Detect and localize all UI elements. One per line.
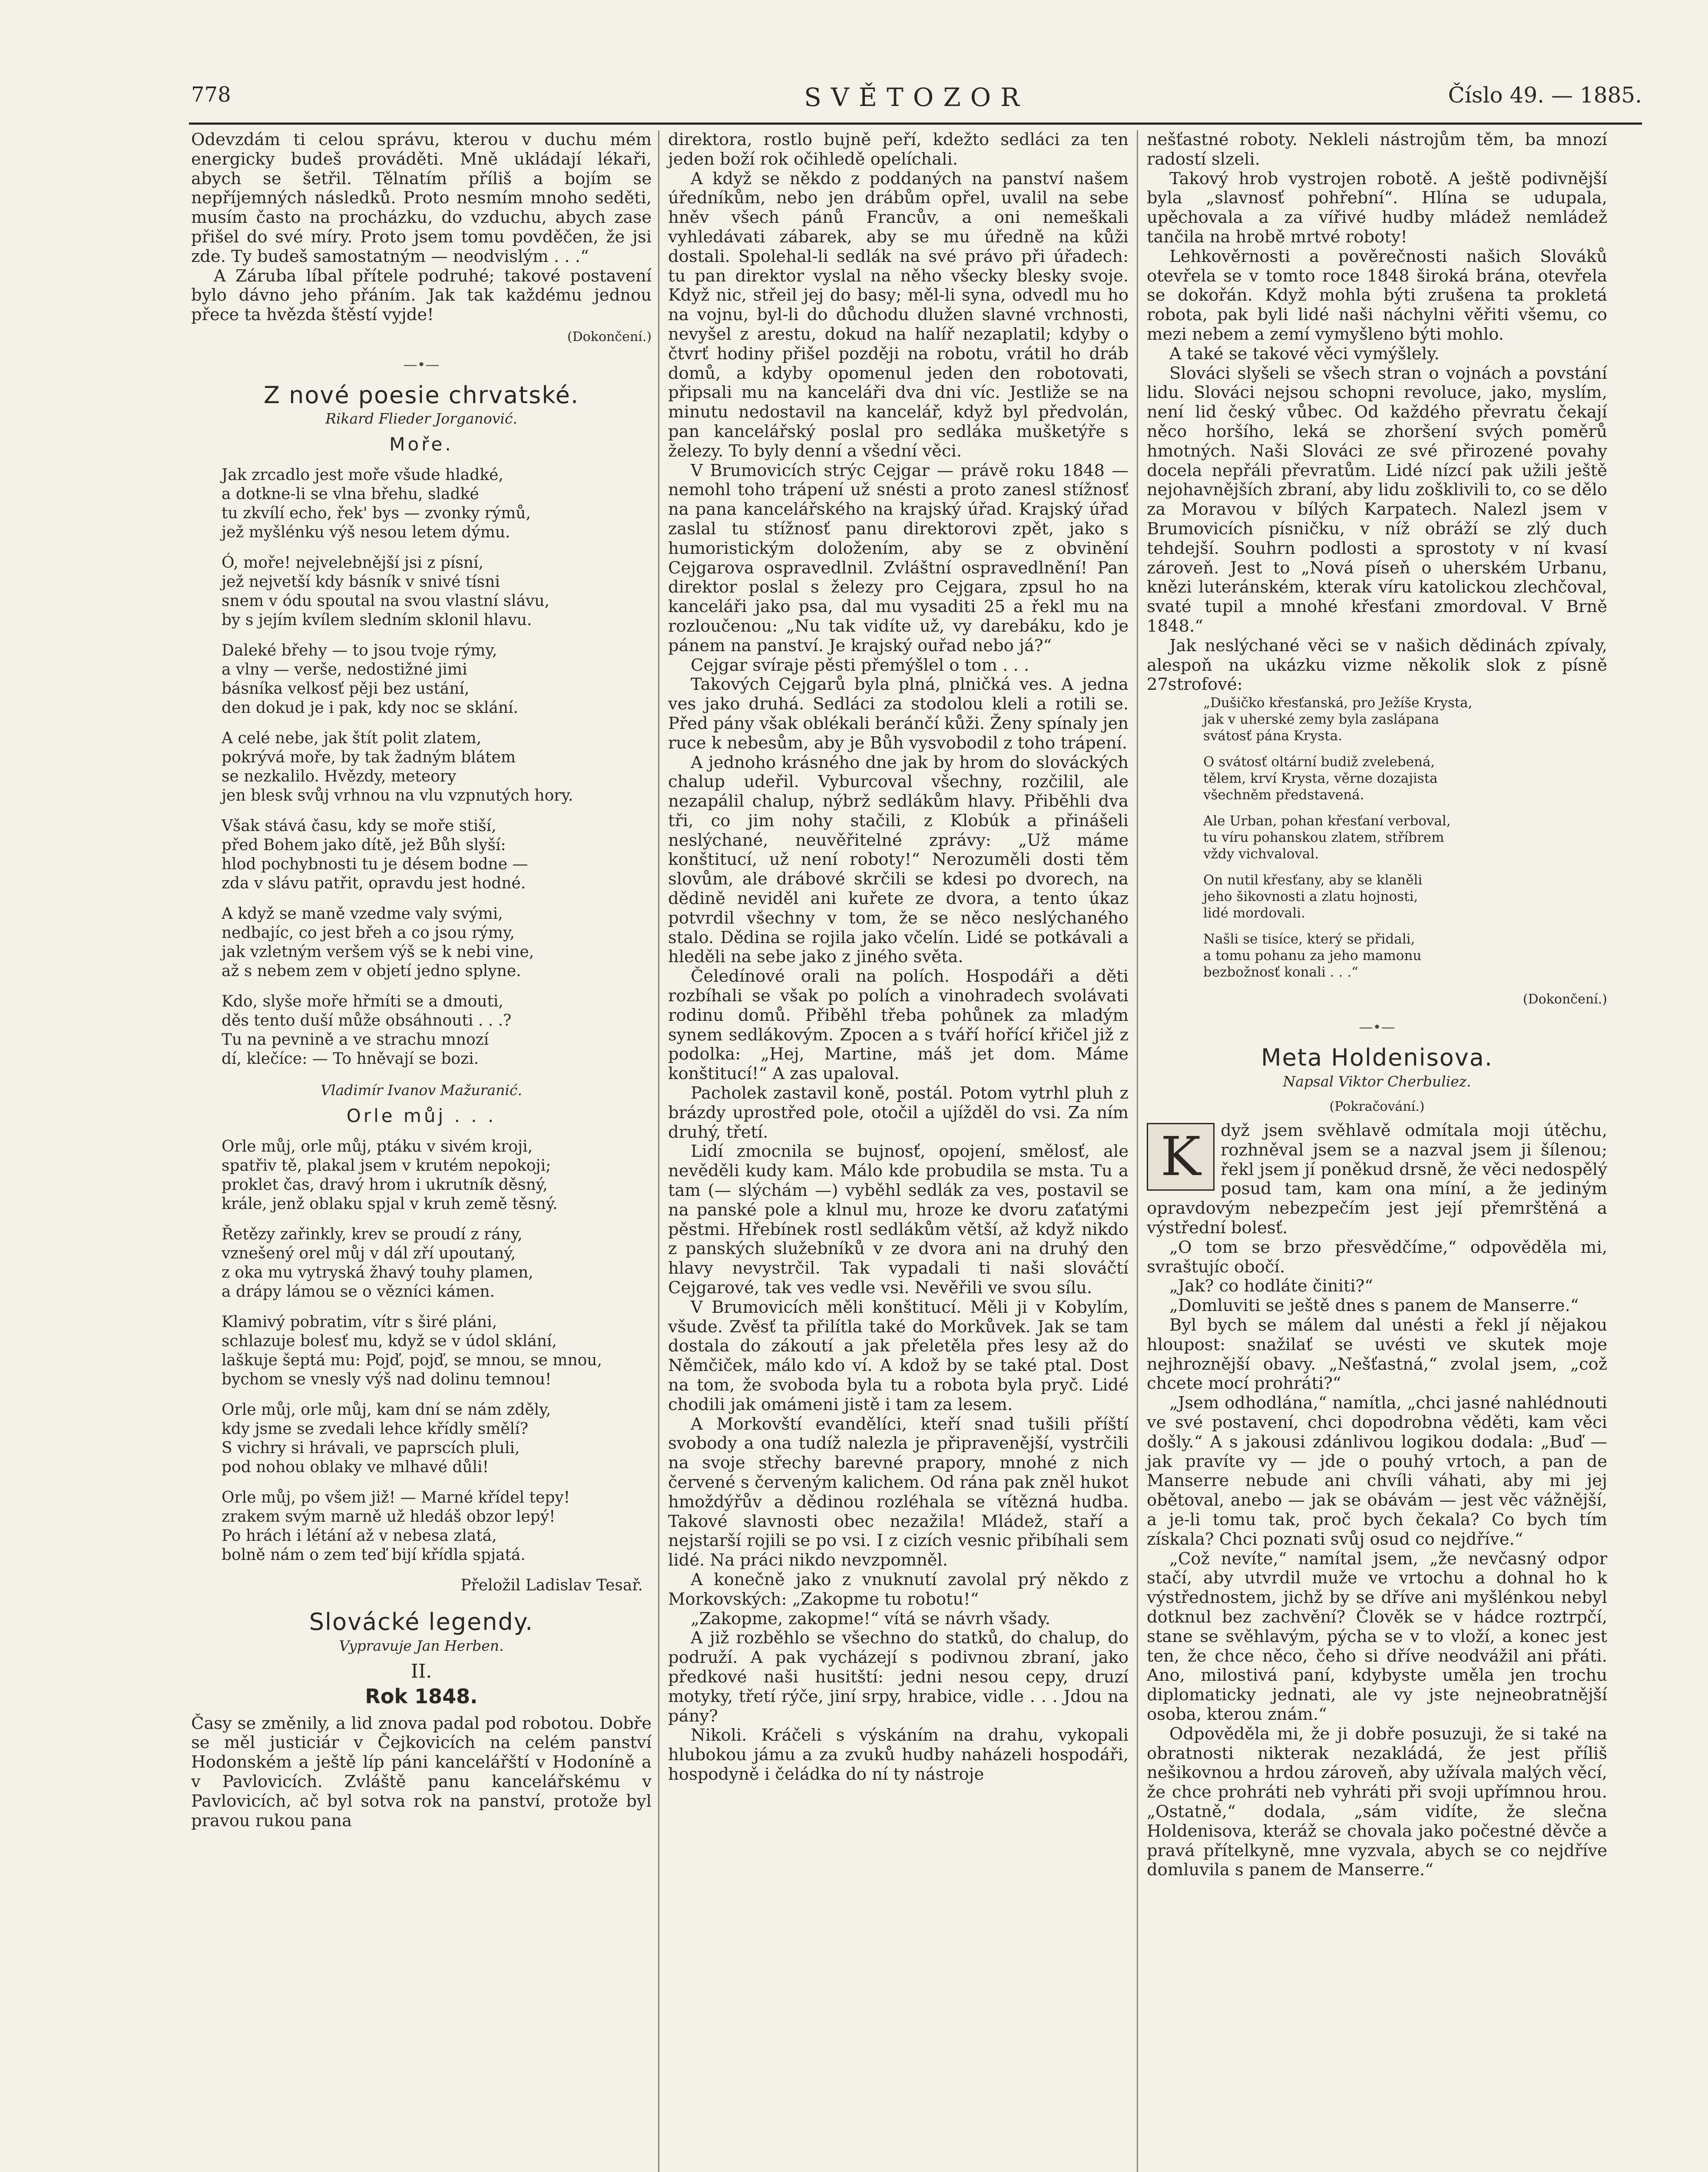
page-number: 778 (191, 83, 231, 107)
verse-line: se nezkalilo. Hvězdy, meteory (222, 767, 457, 785)
paragraph: Slováci slyšeli se všech stran o vojnách a povstání lidu. Slováci nejsou schopni revoluce, jako, myslím, není lid český vůbec. Od každého převratu čekají něco horšího, leká se zhoršení svých poměrů hmotných. Naši Slováci ze své přirozené povahy docela nepřáli převratům. Lidé nízcí pak užili ještě nejohavnějších zbraní, aby lidu zošklivili to, co se dělo za Moravou v bílých Karpatech. Nalezl jsem v Brumovicích písničku, v níž obráží se zlý duch tehdejší. Souhrn podlosti a sprostoty v ní kvasí zároveň. Jest to „Nová píseň o uherském Urbanu, knězi luteránském, kterak víru katolickou zlechčoval, svaté tupil a mnohé křesťani zmordoval. V Brně 1848.“ (1147, 363, 1607, 636)
verse-line: tu víru pohanskou zlatem, stříbrem (1203, 830, 1444, 846)
issue-number: Číslo 49. — 1885. (1448, 83, 1642, 108)
ornamental-initial: K (1147, 1123, 1215, 1191)
verse-line: O svátosť oltární budiž zvelebená, (1203, 754, 1435, 770)
header-rule (189, 123, 1642, 125)
verse-line: vždy vichvaloval. (1203, 846, 1319, 862)
verse-line: laškuje šeptá mu: Pojď, pojď, se mnou, se mnou, (222, 1351, 602, 1369)
poem-author: Vladimír Ivanov Mažuranić. (321, 1081, 522, 1099)
verse-line: Kdo, slyše moře hřmíti se a dmouti, (222, 992, 503, 1010)
poem-author: Rikard Flieder Jorganović. (325, 410, 517, 427)
paragraph: „Domluviti se ještě dnes s panem de Manserre.“ (1169, 1296, 1579, 1316)
verse-line: Orle můj, po všem již! — Marné křídel tepy! (222, 1488, 570, 1506)
verse-line: básníka velkosť pěji bez ustání, (222, 679, 470, 698)
stanza (222, 1488, 652, 1565)
verse-line: svátosť pána Krysta. (1203, 728, 1343, 744)
paragraph: nešťastné roboty. Nekleli nástrojům těm, ba mnozí radostí slzeli. (1147, 130, 1607, 169)
paragraph: Cejgar svíraje pěsti přemýšlel o tom . . . (691, 655, 1029, 675)
verse-line: až s nebem zem v objetí jedno splyne. (222, 962, 521, 980)
stanza (222, 817, 652, 893)
stanza (1203, 695, 1607, 744)
verse-line: by s jejím kvílem sledním sklonil hlavu. (222, 611, 532, 629)
verse-line: zda v slávu patřit, opravdu jest hodné. (222, 874, 526, 892)
verse-line: Tu na pevnině a ve strachu mnozí (222, 1030, 489, 1049)
verse-line: snem v ódu spoutal na svou vlastní slávu, (222, 592, 549, 610)
verse-line: bolně nám o zem teď bijí křídla spjatá. (222, 1546, 526, 1564)
verse-line: spatřiv tě, plakal jsem v krutém nepokoji; (222, 1156, 551, 1175)
legends-heading: Slovácké legendy. (309, 1608, 534, 1636)
legends-part: II. (410, 1660, 432, 1682)
continuation-note: (Dokončení.) (567, 329, 652, 344)
verse-line: A celé nebe, jak štít polit zlatem, (222, 729, 482, 747)
paragraph: Jak neslýchané věci se v našich dědinách zpívaly, alespoň na ukázku vizme několik slok z písně 27strofové: (1147, 636, 1607, 695)
verse-line: jež myšlénku výš nesou letem dýmu. (222, 523, 510, 541)
paragraph: Pacholek zastavil koně, postál. Potom vytrhl pluh z brázdy uprostřed pole, otočil a ujížděl do vsi. Za ním druhý, třetí. (668, 1083, 1129, 1142)
verse-line: kdy jsme se zvedali lehce křídly smělí? (222, 1420, 529, 1438)
paragraph: Takových Cejgarů byla plná, plničká ves. A jedna ves jako druhá. Sedláci za stodolou kleli a rotili se. Před pány však oblékali beránčí kůži. Ženy spínaly jen ruce k nebesům, aby je Bůh vysvobodil z toho trápení. (668, 675, 1129, 753)
paragraph: „Jsem odhodlána,“ namítla, „chci jasné nahlédnouti ve své postavení, chci dopodrobna věděti, kam věci došly.“ A s jakousi zdánlivou logikou dodala: „Buď — jak pravíte vy — jde o pouhý vrtoch, a pan de Manserre nebude ani chvíli váhati, aby mi jej obětoval, anebo — jak se obávám — jest věc vážnější, a je-li tomu tak, proč bych čekala? Co bych tím získala? Chci poznati svůj osud co nejdříve.“ (1147, 1393, 1607, 1549)
novel-heading: Meta Holdenisova. (1261, 1043, 1493, 1071)
intro-paragraph: Odevzdám ti celou správu, kterou v duchu mém energicky budeš prováděti. Mně ukládají lékaři, abych se šetřil. Tělnatím příliš a bojím se nepříjemných následků. Proto nesmím mnoho seděti, musím často na procházku, do vzduchu, abych zase přišel do své míry. Proto jsem tomu povděčen, že jsi zde. Ty budeš samostatným — neodvislým . . .“ (191, 130, 652, 266)
verse-line: zrakem svým marně už hledáš obzor lepý! (222, 1507, 556, 1526)
stanza (222, 553, 652, 630)
novel-byline: Napsal Viktor Cherbuliez. (1283, 1073, 1471, 1090)
page-header (191, 83, 1642, 117)
paragraph: A také se takové věci vymýšlely. (1169, 344, 1440, 364)
hymn-excerpt (1147, 695, 1607, 980)
verse-line: bezbožnosť konali . . .“ (1203, 964, 1358, 980)
column-3-text (1147, 130, 1607, 695)
verse-line: jeho šikovnosti a zlatu hojnosti, (1203, 889, 1418, 905)
verse-line: a dotkne-li se vlna břehu, sladké (222, 485, 479, 503)
stanza (1203, 931, 1607, 980)
paragraph: Lidí zmocnila se bujnosť, opojení, smělosť, ale nevěděli kudy kam. Málo kde probudila se msta. Tu a tam (— slýchám —) vyběhl sedlák za ves, postavil se na panské pole a klnul mu, hroze ke dvoru zaťatými pěstmi. Hřebínek rostl sedlákům větší, až když nikdo z panských služebníků v ze dvora ani na druhý den hlavy nevystrčil. Tak vypadali ti naši slováčtí Cejgarové, tak ves vedle vsi. Nevěřili ve svou sílu. (668, 1142, 1129, 1298)
verse-line: jak v uherské zemy byla zaslápana (1203, 712, 1440, 728)
verse-line: z oka mu vytryská žhavý touhy plamen, (222, 1263, 533, 1281)
poetry-heading: Z nové poesie chrvatské. (263, 381, 579, 409)
poem-title: Orle můj . . . (346, 1105, 497, 1126)
stanza (1203, 813, 1607, 862)
masthead-title: SVĚTOZOR (804, 83, 1029, 112)
verse-line: Ó, moře! nejvelebnější jsi z písní, (222, 553, 483, 572)
paragraph: V Brumovicích měli konštitucí. Měli ji v Kobylím, všude. Zvěsť ta přilítla také do Morkůvek. Jak se tam dostala do zákoutí a jak přeletěla přes lesy až do Němčiček, málo kdo ví. A kdož by se také ptal. Dost na tom, že svoboda byla tu a robota byla pryč. Lidé chodili jak omámeni jistě i tam za lesem. (668, 1297, 1129, 1414)
verse-line: jež nejvetší kdy básník v snivé tísni (222, 573, 500, 591)
stanza (222, 641, 652, 718)
column-divider-2 (1137, 130, 1138, 2172)
verse-line: tu zkvílí echo, řek' bys — zvonky rýmů, (222, 504, 531, 522)
verse-line: vznešený orel můj v dál zří upoutaný, (222, 1244, 516, 1262)
paragraph: Odpověděla mi, že ji dobře posuzuji, že si také na obratnosti nikterak nezakládá, že jest příliš nešikovnou a hrdou zároveň, aby užívala malých věcí, že chce prohráti neb vyhráti při svoji upřímnou hrou. „Ostatně,“ dodala, „sám vidíte, že slečna Holdenisova, kteráž se chovala jako počestné děvče a pravá přítelkyně, mne vyzvala, abych se co nejdříve domluvila s panem de Manserre.“ (1147, 1724, 1607, 1880)
verse-line: krále, jenž oblaku spjal v kruh země těsný. (222, 1195, 558, 1213)
verse-line: Po hrách i létání až v nebesa zlatá, (222, 1526, 497, 1545)
stanza (222, 1225, 652, 1301)
paragraph: A jednoho krásného dne jak by hrom do slováckých chalup udeřil. Vyburcoval všechny, rozčilil, ale nezapálil chalup, nýbrž sedlákům hlavy. Přiběhli dva tři, co jim nohy stačili, z Klobúk a přinášeli neslýchané, neuvěřitelné zprávy: „Už máme konštitucí, už není roboty!“ Nerozuměli dosti těm slovům, ale drábové skrčili se kdesi po dvorech, na dědině neviděl ani kuřete ze dvora, a tento úkaz potvrdil všechny v tom, že se něco neslýchaného stalo. Dědina se rojila jako včelín. Lidé se potkávali a hleděli na sebe jako z jiného světa. (668, 752, 1129, 967)
verse-line: a vlny — verše, nedostižné jimi (222, 660, 467, 679)
verse-line: Jak zrcadlo jest moře všude hladké, (222, 466, 503, 484)
verse-line: dí, klečíce: — To hněvají se bozi. (222, 1050, 479, 1068)
verse-line: lidé mordovali. (1203, 905, 1305, 921)
paragraph: A Morkovští evandělíci, kteří snad tušili příští svobody a ona tudíž nalezla je připravenější, vystrčili na svoje střechy barevné prapory, mnohé z nich červené s červeným kalichem. Od rána pak zněl hukot hmoždýřův a dědinou rozléhala se vítězná hudba. Takové slavnosti obec nezažila! Mládež, staří a nejstarší rojili se po vsi. I z cizích vesnic přibíhali sem lidé. Na práci nikdo nevzpomněl. (668, 1414, 1129, 1570)
verse-line: děs tento duší může obsáhnouti . . .? (222, 1011, 512, 1030)
verse-line: před Bohem jako dítě, jež Bůh slyší: (222, 836, 506, 854)
verse-line: A když se maně vzedme valy svými, (222, 904, 503, 923)
verse-line: „Dušičko křesťanská, pro Ježíše Krysta, (1203, 695, 1473, 711)
legends-paragraph: Časy se změnily, a lid znova padal pod robotou. Dobře se měl justiciár v Čejkovicích na celém panství Hodonském a ještě líp páni kancelářští v Hodoníně a v Pavlovicích. Zvláště panu kancelářskému v Pavlovicích, ač byl sotva rok na panství, protože byl pravou rukou pana (191, 1713, 652, 1831)
verse-line: proklet čas, dravý hrom i ukrutník děsný, (222, 1175, 548, 1194)
stanza (222, 904, 652, 981)
paragraph: Byl bych se málem dal unésti a řekl jí nějakou hloupost: snažilať se uvésti ve skutek moje nejhroznější obavy. „Nešťastná,“ zvolal jsem, „což chcete mocí prohráti?“ (1147, 1315, 1607, 1394)
column-2 (668, 130, 1129, 1785)
stanza (222, 729, 652, 805)
verse-line: S vichry si hrávali, ve paprscích pluli, (222, 1439, 520, 1457)
intro-paragraph: A Záruba líbal přítele podruhé; takové postavení bylo dávno jeho přáním. Jak tak každému jednou přece ta hvězda štěstí vyjde! (191, 266, 652, 325)
column-divider-1 (658, 130, 659, 2172)
poem-title: Moře. (389, 434, 453, 455)
verse-line: všechněm představená. (1203, 787, 1364, 803)
novel-text (1147, 1121, 1607, 1880)
paragraph: Nikoli. Kráčeli s výskáním na drahu, vykopali hlubokou jámu a za zvuků hudby naházeli hospodáři, hospodyně i čeládka do ní ty nástroje (668, 1725, 1129, 1784)
paragraph: „Což nevíte,“ namítal jsem, „že nevčasný odpor stačí, aby utvrdil muže ve vrtochu a dohnal ho k výstřednostem, jichž by se dříve ani myšlénkou nebyl dotknul bez zachvění? Člověk se v hádce roztrpčí, stane se svěhlavým, pýcha se v to vloží, a konec jest ten, že chce něco, čeho si dříve neodvážil ani přáti. Ano, milostivá paní, kdybyste uměla jen trochu diplomaticky jednati, ale vy jste nejneobratnější osoba, kterou znám.“ (1147, 1549, 1607, 1724)
verse-line: Orle můj, orle můj, ptáku v sivém kroji, (222, 1137, 533, 1156)
poem-more (191, 466, 652, 1069)
verse-line: pod nohou oblaky ve mlhavé důli! (222, 1458, 489, 1476)
paragraph: direktora, rostlo bujně peří, kdežto sedláci za ten jeden boží rok očihledě opelíchali. (668, 130, 1129, 169)
verse-line: Orle můj, orle můj, kam dní se nám zděly, (222, 1401, 551, 1419)
stanza (222, 1313, 652, 1389)
stanza (1203, 754, 1607, 803)
column-3 (1147, 130, 1607, 1880)
verse-line: a drápy lámou se o vězníci kámen. (222, 1282, 495, 1301)
stanza (222, 992, 652, 1069)
stanza (222, 1137, 652, 1214)
verse-line: jen blesk svůj vrhnou na vlu vzpnutých hory. (222, 786, 573, 805)
paragraph: V Brumovicích strýc Cejgar — právě roku 1848 — nemohl toho trápení už snésti a proto zanesl stížnosť na pana kancelářského na krajský úřad. Krajský úřad zaslal tu stížnosť panu direktorovi zpět, jako s humoristickým doložením, aby se z obvinění Cejgarova ospravedlnil. Zvláštní ospravedlnění! Pan direktor poslal s železy pro Cejgara, zpsul ho na kanceláři jako psa, dal mu vysaditi 25 a řekl mu na rozloučenou: „Nu tak vidíte už, vy darebáku, kdo je pánem na panství. Je krajský ouřad nebo já?“ (668, 460, 1129, 656)
verse-line: Klamivý pobratim, vítr s širé pláni, (222, 1313, 497, 1331)
paragraph: „Zakopme, zakopme!“ vítá se návrh všady. (691, 1609, 1051, 1629)
legends-subtitle: Rok 1848. (365, 1684, 478, 1708)
poem-orle (191, 1137, 652, 1565)
stanza (222, 1401, 652, 1477)
paragraph: Takový hrob vystrojen robotě. A ještě podivnější byla „slavnosť pohřební“. Hlína se udupala, upěchovala a za vířivé hudby mládež nemládež tančila na hrobě mrtvé roboty! (1147, 169, 1607, 247)
paragraph: A konečně jako z vnuknutí zavolal prý někdo z Morkovských: „Zakopme tu robotu!“ (668, 1569, 1129, 1609)
continuation-note: (Dokončení.) (1523, 992, 1607, 1007)
section-separator: —•— (403, 356, 440, 373)
section-separator: —•— (1359, 1018, 1395, 1035)
novel-continuation: (Pokračování.) (1329, 1099, 1425, 1115)
column-1 (191, 130, 652, 1831)
translator-credit: Přeložil Ladislav Tesař. (460, 1576, 643, 1594)
verse-line: Našli se tisíce, který se přidali, (1203, 931, 1415, 947)
paragraph: „O tom se brzo přesvědčíme,“ odpověděla mi, svraštujíc obočí. (1147, 1237, 1607, 1277)
paragraph: Lehkověrnosti a pověrečnosti našich Slováků otevřela se v tomto roce 1848 široká brána, otevřela se dokořán. Když mohla býti zrušena ta prokletá robota, pak byli lidé naši náchylni věřiti všemu, co mezi nebem a zemí vymyšleno býti mohlo. (1147, 246, 1607, 344)
paragraph: Čeledínové orali na polích. Hospodáři a děti rozbíhali se však po polích a vinohradech svolávati rodinu domů. Přiběhl třeba pohůnek za mladým synem sedlákovým. Zpocen a s tváří hořící křičel již z podolka: „Hej, Martine, máš jet dom. Máme konštitucí!“ A zas upaloval. (668, 967, 1129, 1084)
verse-line: schlazuje bolesť mu, když se v údol sklání, (222, 1332, 557, 1350)
verse-line: jak vzletným veršem výš se k nebi vine, (222, 943, 534, 961)
verse-line: Řetězy zařinkly, krev se proudí z rány, (222, 1225, 523, 1243)
verse-line: a tomu pohanu za jeho mamonu (1203, 948, 1422, 964)
verse-line: bychom se vnesly výš nad dolinu temnou! (222, 1370, 552, 1388)
verse-line: pokrývá moře, by tak žadným blátem (222, 748, 516, 766)
paragraph: A již rozběhlo se všechno do statků, do chalup, do podruží. A pak vycházejí s podivnou zbraní, jako předkové naši husitští: jedni nesou cepy, druzí motyky, třetí rýče, jiní srpy, hrabice, vidle . . . Jdou na pány? (668, 1628, 1129, 1726)
paragraph: A když se někdo z poddaných na panství našem úředníkům, nebo jen drábům opřel, uvalil na sebe hněv všech pánů Francův, a oni nemeškali vyhledávati zábarek, aby se mu úředně na kůži dostali. Spolehal-li sedlák na své právo při úřadech: tu pan direktor vyslal na něho všecky blesky svoje. Když nic, střeil jej do basy; měl-li syna, odvedl mu ho na vojnu, byl-li do důchodu dlužen slavné vrchnosti, nevyšel z arestu, dokud na halíř nezaplatil; kdyby o čtvrť hodiny přišel později na robotu, vrátil ho dráb domů, a kdyby opomenul jeden den robotovati, připsali mu na kanceláři dva dni víc. Jestliže se na minutu nedostavil na kancelář, když byl předvolán, pan kancelářský poslal pro sedláka mušketýře s železy. To byly denní a všední věci. (668, 169, 1129, 461)
paragraph: „Jak? co hodláte činiti?“ (1169, 1276, 1373, 1296)
stanza (1203, 872, 1607, 921)
verse-line: nedbajíc, co jest břeh a co jsou rýmy, (222, 924, 515, 942)
legends-byline: Vypravuje Jan Herben. (339, 1637, 504, 1655)
verse-line: Daleké břehy — to jsou tvoje rýmy, (222, 641, 497, 659)
verse-line: tělem, krví Krysta, věrne dozajista (1203, 771, 1438, 787)
verse-line: Ale Urban, pohan křesťaní verboval, (1203, 813, 1451, 829)
verse-line: On nutil křesťany, aby se klaněli (1203, 872, 1423, 888)
verse-line: Však stává času, kdy se moře stiší, (222, 817, 497, 835)
stanza (222, 466, 652, 542)
verse-line: hlod pochybnosti tu je désem bodne — (222, 855, 528, 873)
verse-line: den dokud je i pak, kdy noc se sklání. (222, 699, 518, 717)
paragraph: dyž jsem svěhlavě odmítala moji útěchu, rozhněval jsem se a nazval jsem ji šílenou; řekl jsem jí poněkud drsně, že věci nedospělý posud tam, kam ona míní, a že jediným opravdovým nebezpečím jest její přemrštěná a výstřední bolesť. (1147, 1121, 1607, 1238)
